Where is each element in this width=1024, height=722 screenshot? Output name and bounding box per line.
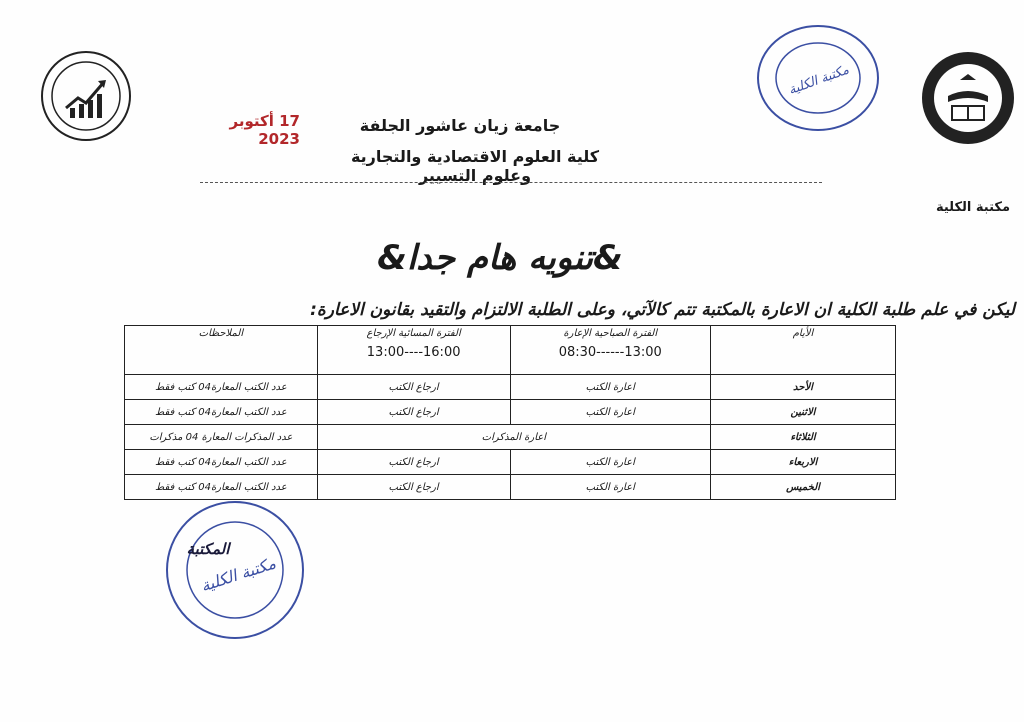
note-cell: عدد الكتب المعارة04 كتب فقط	[125, 375, 318, 400]
header-morning	[510, 326, 710, 375]
svg-text:المكتبة: المكتبة	[186, 540, 230, 558]
evening-cell: ارجاع الكتب	[317, 475, 510, 500]
header-evening-label: الفترة المسائية الإرجاع	[366, 328, 461, 339]
day-cell: الثلاثاء	[710, 425, 895, 450]
day-cell: الأحد	[710, 375, 895, 400]
faculty-logo	[40, 50, 132, 142]
table-row	[125, 375, 896, 400]
document-date: 17 أكتوبر 2023	[229, 112, 300, 148]
note-cell: عدد الكتب المعارة04 كتب فقط	[125, 475, 318, 500]
faculty-name: كلية العلوم الاقتصادية والتجارية وعلوم التسيير	[350, 147, 600, 185]
notice-intro: ليكن في علم طلبة الكلية ان الاعارة بالمكتبة تتم كالآتي، وعلى الطلبة الالتزام والتقيد بقانون الاعارة:	[310, 300, 1015, 320]
header-notes: الملاحظات	[125, 326, 318, 375]
library-label: مكتبة الكلية	[935, 200, 1010, 215]
morning-cell: اعارة الكتب	[510, 400, 710, 425]
header-evening	[317, 326, 510, 375]
evening-cell: ارجاع الكتب	[317, 400, 510, 425]
university-name: جامعة زيان عاشور الجلفة	[359, 116, 561, 135]
library-stamp-top	[754, 22, 882, 134]
header-morning-label: الفترة الصباحية الإعارة	[563, 328, 658, 339]
notice-heading: &تنويه هام جدا&	[377, 238, 623, 278]
header-days: الأيام	[710, 326, 895, 375]
table-row	[125, 400, 896, 425]
day-cell: الخميس	[710, 475, 895, 500]
day-cell: الاثنين	[710, 400, 895, 425]
morning-cell: اعارة الكتب	[510, 450, 710, 475]
note-cell: عدد الكتب المعارة04 كتب فقط	[125, 450, 318, 475]
table-row	[125, 450, 896, 475]
table-row	[125, 475, 896, 500]
table-header-row	[125, 326, 896, 375]
day-cell: الاربعاء	[710, 450, 895, 475]
loan-schedule-table	[124, 325, 896, 500]
university-logo	[920, 50, 1016, 146]
morning-cell: اعارة الكتب	[510, 475, 710, 500]
evening-cell: ارجاع الكتب	[317, 375, 510, 400]
svg-text:مكتبة الكلية: مكتبة الكلية	[198, 553, 278, 596]
morning-cell: اعارة الكتب	[510, 375, 710, 400]
header-evening-hours: 16:00----13:00	[366, 345, 461, 360]
svg-text:مكتبة الكلية: مكتبة الكلية	[786, 62, 852, 99]
note-cell: عدد المذكرات المعارة 04 مذكرات	[125, 425, 318, 450]
library-stamp-bottom	[160, 498, 310, 643]
evening-cell: ارجاع الكتب	[317, 450, 510, 475]
merged-cell: اعارة المذكرات	[317, 425, 710, 450]
header-morning-hours: 13:00------08:30	[558, 345, 662, 360]
table-row	[125, 425, 896, 450]
header-divider	[200, 182, 822, 183]
note-cell: عدد الكتب المعارة04 كتب فقط	[125, 400, 318, 425]
